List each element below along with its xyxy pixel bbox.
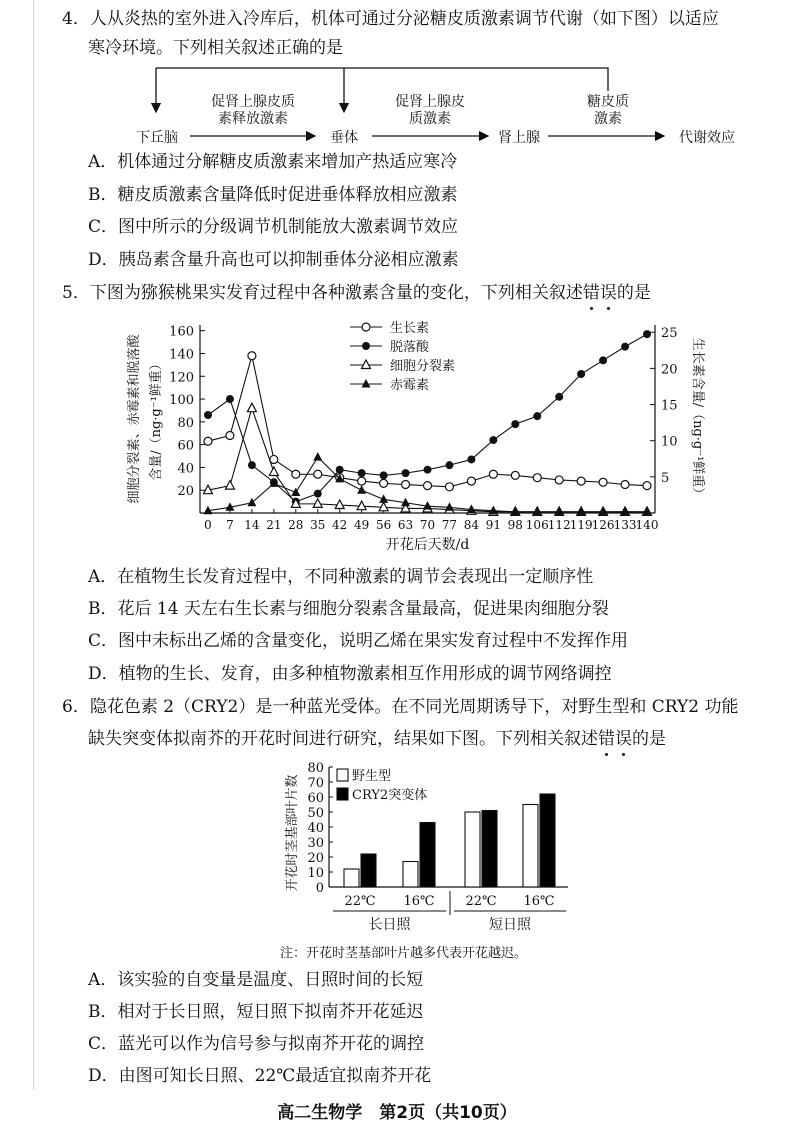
label-acth-1: 促肾上腺皮: [395, 94, 465, 110]
left-tick-label: 120: [169, 370, 194, 386]
q5-option-a: A．在植物生长发育过程中，不同种激素的调节会表现出一定顺序性: [88, 567, 594, 587]
bar-1-1: [420, 823, 435, 888]
bar-1-0: [361, 854, 376, 887]
series-1-point: [402, 469, 410, 477]
bar-category-label: 16℃: [523, 894, 555, 909]
series-1-point: [577, 370, 585, 378]
x-tick-label: 14: [244, 518, 260, 532]
left-axis-label-2: 含量/（ng·g⁻¹鲜重）: [149, 357, 164, 481]
right-axis-label: 生长素含量/（ng·g⁻¹鲜重）: [690, 337, 705, 501]
legend-label-2: 细胞分裂素: [390, 359, 456, 374]
series-0-point: [599, 478, 607, 486]
series-2-point: [379, 502, 388, 511]
series-3-point: [313, 452, 322, 461]
series-1-point: [248, 461, 256, 469]
series-1-point: [314, 490, 322, 498]
x-tick-label: 28: [288, 518, 304, 532]
series-1-point: [226, 395, 234, 403]
bar-y-axis-label: 开花时茎基部叶片数: [285, 774, 300, 892]
series-2-point: [225, 481, 234, 490]
q6-option-b: B．相对于长日照，短日照下拟南芥开花延迟: [88, 1002, 424, 1022]
label-acth-2: 质激素: [409, 111, 451, 127]
q4-stem-line1: 4．人从炎热的室外进入冷库后，机体可通过分泌糖皮质激素调节代谢（如下图）以适应: [62, 9, 719, 29]
q4-option-a: A．机体通过分解糖皮质激素来增加产热适应寒冷: [88, 152, 458, 172]
x-tick-label: 98: [507, 518, 523, 532]
label-crh-1: 促肾上腺皮质: [211, 94, 295, 110]
x-tick-label: 91: [485, 518, 501, 532]
bar-y-tick-label: 70: [307, 776, 324, 791]
node-adrenal: 肾上腺: [498, 130, 540, 146]
q5-option-d: D．植物的生长、发育，由多种植物激素相互作用形成的调节网络调控: [88, 664, 612, 684]
series-3-point: [247, 498, 256, 507]
x-tick-label: 35: [310, 518, 326, 532]
emphasis-char: 错: [598, 729, 615, 749]
q4-option-d: D．胰岛素含量升高也可以抑制垂体分泌相应激素: [88, 250, 459, 270]
series-3-point: [643, 507, 652, 516]
series-3-point: [533, 507, 542, 516]
q6-chart-note: 注：开花时茎基部叶片越多代表开花越迟。: [280, 946, 528, 961]
series-1-point: [511, 420, 519, 428]
series-1-point: [467, 455, 475, 463]
x-tick-label: 140: [635, 518, 659, 532]
bar-0-0: [344, 869, 359, 887]
series-3-point: [489, 506, 498, 515]
right-tick-label: 5: [661, 470, 670, 486]
series-0-point: [621, 481, 629, 489]
bar-y-tick-label: 20: [307, 851, 324, 866]
bar-0-2: [465, 812, 480, 887]
series-0-point: [424, 482, 432, 490]
node-metabolic-effect: 代谢效应: [679, 130, 735, 146]
label-crh-2: 素释放激素: [218, 111, 288, 127]
x-tick-label: 77: [441, 518, 458, 532]
x-tick-label: 126: [591, 518, 615, 532]
left-tick-label: 100: [169, 393, 194, 409]
bar-0-1: [403, 862, 418, 888]
x-tick-label: 0: [204, 518, 212, 532]
series-0-point: [314, 470, 322, 478]
q4-stem-line2: 寒冷环境。下列相关叙述正确的是: [88, 38, 343, 58]
series-1-point: [204, 411, 212, 419]
x-tick-label: 49: [354, 518, 370, 532]
x-tick-label: 84: [463, 518, 480, 532]
series-1-point: [621, 343, 629, 351]
bar-1-3: [540, 794, 555, 887]
right-tick-label: 20: [661, 362, 678, 378]
q4-option-b: B．糖皮质激素含量降低时促进垂体释放相应激素: [88, 185, 458, 205]
bar-y-tick-label: 40: [307, 821, 324, 836]
q6-option-a: A．该实验的自变量是温度、日照时间的长短: [88, 970, 424, 990]
node-hypothalamus: 下丘脑: [136, 130, 178, 146]
legend-label-3: 赤霉素: [390, 378, 430, 393]
series-0-point: [380, 479, 388, 487]
series-0-point: [226, 432, 234, 440]
series-0-point: [533, 474, 541, 482]
left-tick-label: 60: [177, 438, 194, 454]
series-3-point: [445, 502, 454, 511]
series-0-point: [643, 482, 651, 490]
series-2-point: [335, 500, 344, 509]
x-tick-label: 42: [332, 518, 348, 532]
legend-marker-3: [362, 379, 371, 388]
x-tick-label: 119: [569, 518, 593, 532]
q6-option-c: C．蓝光可以作为信号参与拟南芥开花的调控: [88, 1034, 425, 1054]
q6-stem-line2: 缺失突变体拟南芥的开花时间进行研究，结果如下图。下列相关叙述错误的是: [88, 729, 666, 749]
right-tick-label: 25: [661, 326, 678, 342]
q5-option-c: C．图中未标出乙烯的含量变化，说明乙烯在果实发育过程中不发挥作用: [88, 631, 629, 651]
bar-category-label: 16℃: [403, 894, 435, 909]
q6-stem-line1: 6．隐花色素 2（CRY2）是一种蓝光受体。在不同光周期诱导下，对野生型和 CRY2 功能: [62, 697, 739, 717]
legend-marker-1: [362, 342, 370, 350]
legend-label-0: 生长素: [390, 321, 430, 336]
series-1-point: [533, 412, 541, 420]
bar-y-tick-label: 60: [307, 791, 324, 806]
node-pituitary: 垂体: [330, 130, 358, 146]
bar-category-label: 22℃: [465, 894, 497, 909]
series-1-point: [336, 466, 344, 474]
left-tick-label: 160: [169, 324, 194, 340]
emphasis-char: 误: [599, 283, 617, 303]
q5-option-b: B．花后 14 天左右生长素与细胞分裂素含量最高，促进果肉细胞分裂: [88, 599, 609, 619]
series-2-point: [313, 499, 322, 508]
series-3-point: [577, 507, 586, 516]
legend-label-1: 脱落酸: [390, 340, 430, 355]
bar-1-2: [482, 811, 497, 888]
x-tick-label: 63: [397, 518, 414, 532]
series-0-point: [445, 483, 453, 491]
series-1-point: [643, 330, 651, 338]
left-axis-label-1: 细胞分裂素、赤霉素和脱落酸: [127, 334, 142, 504]
x-tick-label: 70: [419, 518, 436, 532]
left-tick-label: 40: [177, 461, 194, 477]
series-0-point: [292, 470, 300, 478]
series-3-point: [357, 485, 366, 494]
x-tick-label: 21: [266, 518, 282, 532]
x-tick-label: 112: [547, 518, 571, 532]
left-tick-label: 140: [169, 347, 194, 363]
group-label-0: 长日照: [368, 917, 411, 933]
right-tick-label: 10: [661, 434, 678, 450]
series-0-point: [358, 477, 366, 485]
x-tick-label: 133: [613, 518, 637, 532]
left-tick-label: 80: [177, 415, 194, 431]
series-0-point: [204, 437, 212, 445]
x-tick-label: 56: [375, 518, 392, 532]
bar-legend-label-1: CRY2突变体: [352, 788, 428, 803]
series-3-point: [599, 507, 608, 516]
hormone-line-chart: [0, 305, 794, 565]
page-footer: 高二生物学 第2页（共10页）: [277, 1103, 517, 1123]
series-2-point: [269, 467, 278, 476]
series-1-point: [380, 471, 388, 479]
series-2-point: [247, 403, 256, 412]
label-gc-2: 激素: [594, 111, 622, 127]
right-tick-label: 15: [661, 398, 678, 414]
bar-y-tick-label: 30: [307, 836, 324, 851]
bar-category-label: 22℃: [344, 894, 376, 909]
series-0-point: [467, 477, 475, 485]
q4-flow-diagram: [0, 60, 794, 150]
bar-legend-swatch-1: [337, 788, 348, 800]
series-1-point: [358, 469, 366, 477]
bar-0-3: [523, 805, 538, 888]
group-label-1: 短日照: [489, 917, 531, 933]
emphasis-char: 错: [582, 283, 600, 303]
series-0-point: [402, 481, 410, 489]
series-3-point: [511, 507, 520, 516]
bar-y-tick-label: 0: [315, 881, 324, 896]
emphasis-char: 误: [615, 729, 632, 749]
series-1-point: [424, 466, 432, 474]
bar-legend-label-0: 野生型: [352, 769, 392, 784]
series-1-point: [445, 461, 453, 469]
legend-marker-2: [362, 360, 371, 369]
left-tick-label: 20: [177, 484, 194, 500]
series-0-point: [555, 476, 563, 484]
series-2-point: [357, 501, 366, 510]
label-gc-1: 糖皮质: [587, 94, 629, 110]
series-1-point: [555, 393, 563, 401]
q6-option-d: D．由图可知长日照、22℃最适宜拟南芥开花: [88, 1066, 432, 1086]
series-0-point: [577, 477, 585, 485]
bar-legend-swatch-0: [337, 769, 348, 781]
series-3-point: [555, 507, 564, 516]
legend-marker-0: [362, 323, 370, 331]
series-0-point: [489, 470, 497, 478]
series-1-point: [489, 436, 497, 444]
series-1-point: [599, 356, 607, 364]
x-tick-label: 106: [525, 518, 549, 532]
bar-y-tick-label: 80: [307, 761, 324, 776]
flowering-bar-chart: [0, 755, 794, 960]
bar-y-tick-label: 50: [307, 806, 324, 821]
q4-option-c: C．图中所示的分级调节机制能放大激素调节效应: [88, 217, 459, 237]
series-0-point: [248, 352, 256, 360]
q5-stem: 5．下图为猕猴桃果实发育过程中各种激素含量的变化，下列相关叙述错误的是: [62, 283, 651, 303]
bar-y-tick-label: 10: [307, 866, 324, 881]
x-axis-label: 开花后天数/d: [385, 537, 470, 553]
x-tick-label: 7: [226, 518, 234, 532]
series-0-point: [511, 471, 519, 479]
series-3-point: [621, 507, 630, 516]
